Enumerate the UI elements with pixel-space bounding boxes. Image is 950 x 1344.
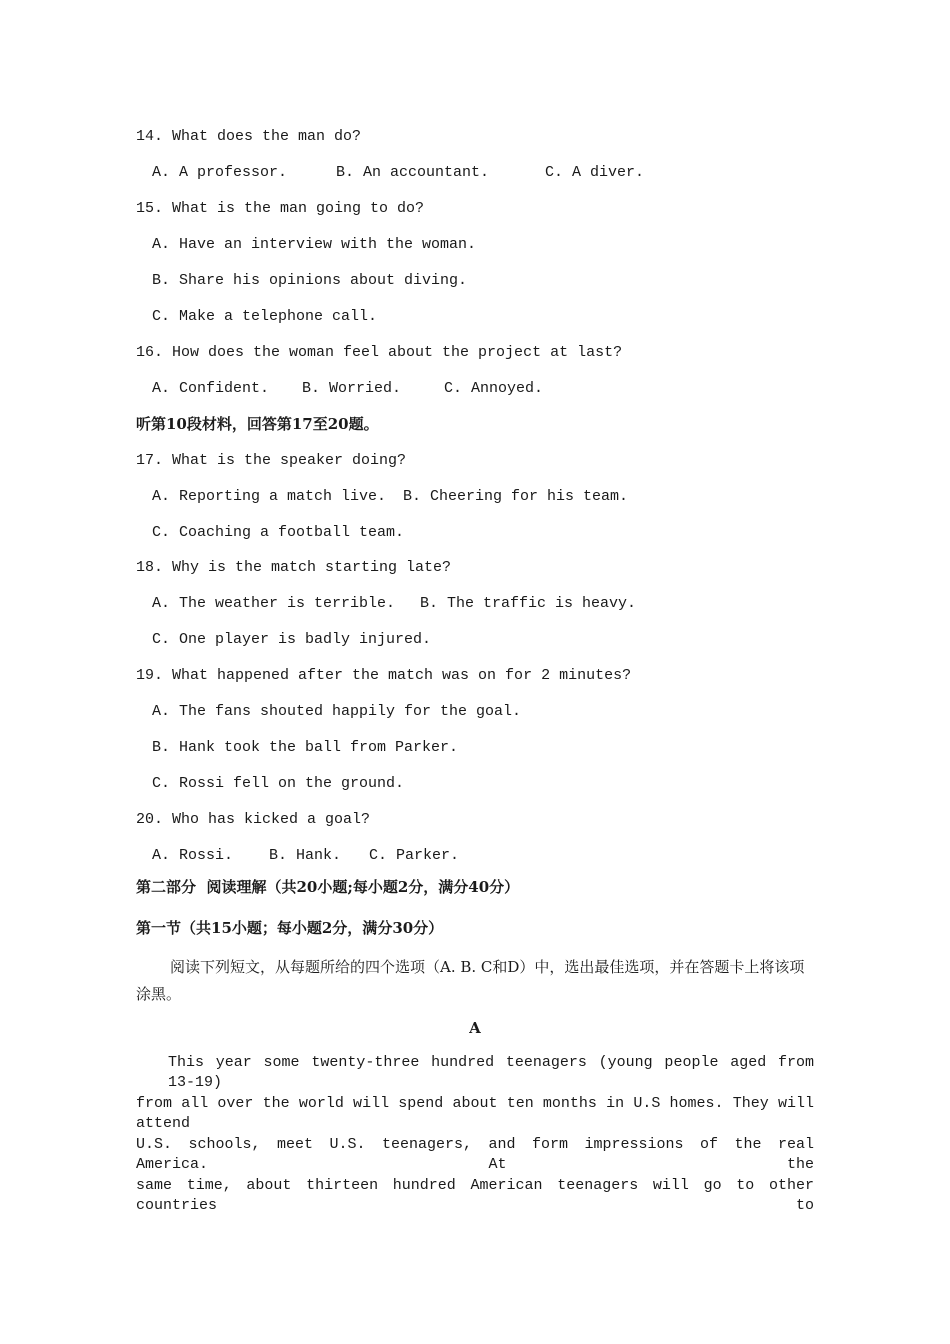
- answer-option: A. Rossi.: [152, 847, 234, 864]
- passage-line: from all over the world will spend about ten months in U.S homes. They will attend: [136, 1095, 814, 1132]
- question-stem: 18. Why is the match starting late?: [136, 559, 452, 576]
- question-stem: 20. Who has kicked a goal?: [136, 811, 371, 828]
- question-stem: 19. What happened after the match was on for 2 minutes?: [136, 667, 632, 684]
- answer-option: A. The weather is terrible.: [152, 595, 396, 612]
- answer-option: C. Coaching a football team.: [152, 524, 405, 541]
- answer-option: C. One player is badly injured.: [152, 631, 432, 648]
- question-stem: 16. How does the woman feel about the project at last?: [136, 344, 623, 361]
- part-heading: 第二部分 阅读理解（共20小题;每小题2分，满分40分）: [136, 878, 520, 896]
- passage-title: A: [469, 1019, 481, 1037]
- answer-option: C. A diver.: [545, 164, 645, 181]
- question-stem: 14. What does the man do?: [136, 128, 362, 145]
- answer-option: B. Cheering for his team.: [403, 488, 629, 505]
- section-heading: 第一节（共15小题；每小题2分，满分30分）: [136, 919, 444, 937]
- section-heading: 听第10段材料，回答第17至20题。: [136, 415, 379, 433]
- answer-option: A. Reporting a match live.: [152, 488, 387, 505]
- passage-line: U.S. schools, meet U.S. teenagers, and form impressions of the real America. At the: [136, 1136, 814, 1173]
- question-stem: 17. What is the speaker doing?: [136, 452, 407, 469]
- passage-line: This year some twenty-three hundred teenagers (young people aged from 13-19): [168, 1054, 814, 1091]
- question-stem: 15. What is the man going to do?: [136, 200, 425, 217]
- answer-option: B. The traffic is heavy.: [420, 595, 637, 612]
- passage-line: same time, about thirteen hundred American teenagers will go to other countries to: [136, 1177, 814, 1214]
- answer-option: C. Parker.: [369, 847, 460, 864]
- answer-option: C. Annoyed.: [444, 380, 544, 397]
- answer-option: C. Make a telephone call.: [152, 308, 378, 325]
- answer-option: A. Have an interview with the woman.: [152, 236, 477, 253]
- answer-option: B. Hank.: [269, 847, 342, 864]
- answer-option: B. Share his opinions about diving.: [152, 272, 468, 289]
- answer-option: A. The fans shouted happily for the goal.: [152, 703, 522, 720]
- answer-option: B. An accountant.: [336, 164, 490, 181]
- answer-option: B. Worried.: [302, 380, 402, 397]
- answer-option: C. Rossi fell on the ground.: [152, 775, 405, 792]
- answer-option: A. A professor.: [152, 164, 288, 181]
- answer-option: A. Confident.: [152, 380, 270, 397]
- instructions-text: 阅读下列短文，从每题所给的四个选项（A. B. C和D）中，选出最佳选项，并在答题卡上将该项涂黑。: [136, 958, 805, 1003]
- answer-option: B. Hank took the ball from Parker.: [152, 739, 459, 756]
